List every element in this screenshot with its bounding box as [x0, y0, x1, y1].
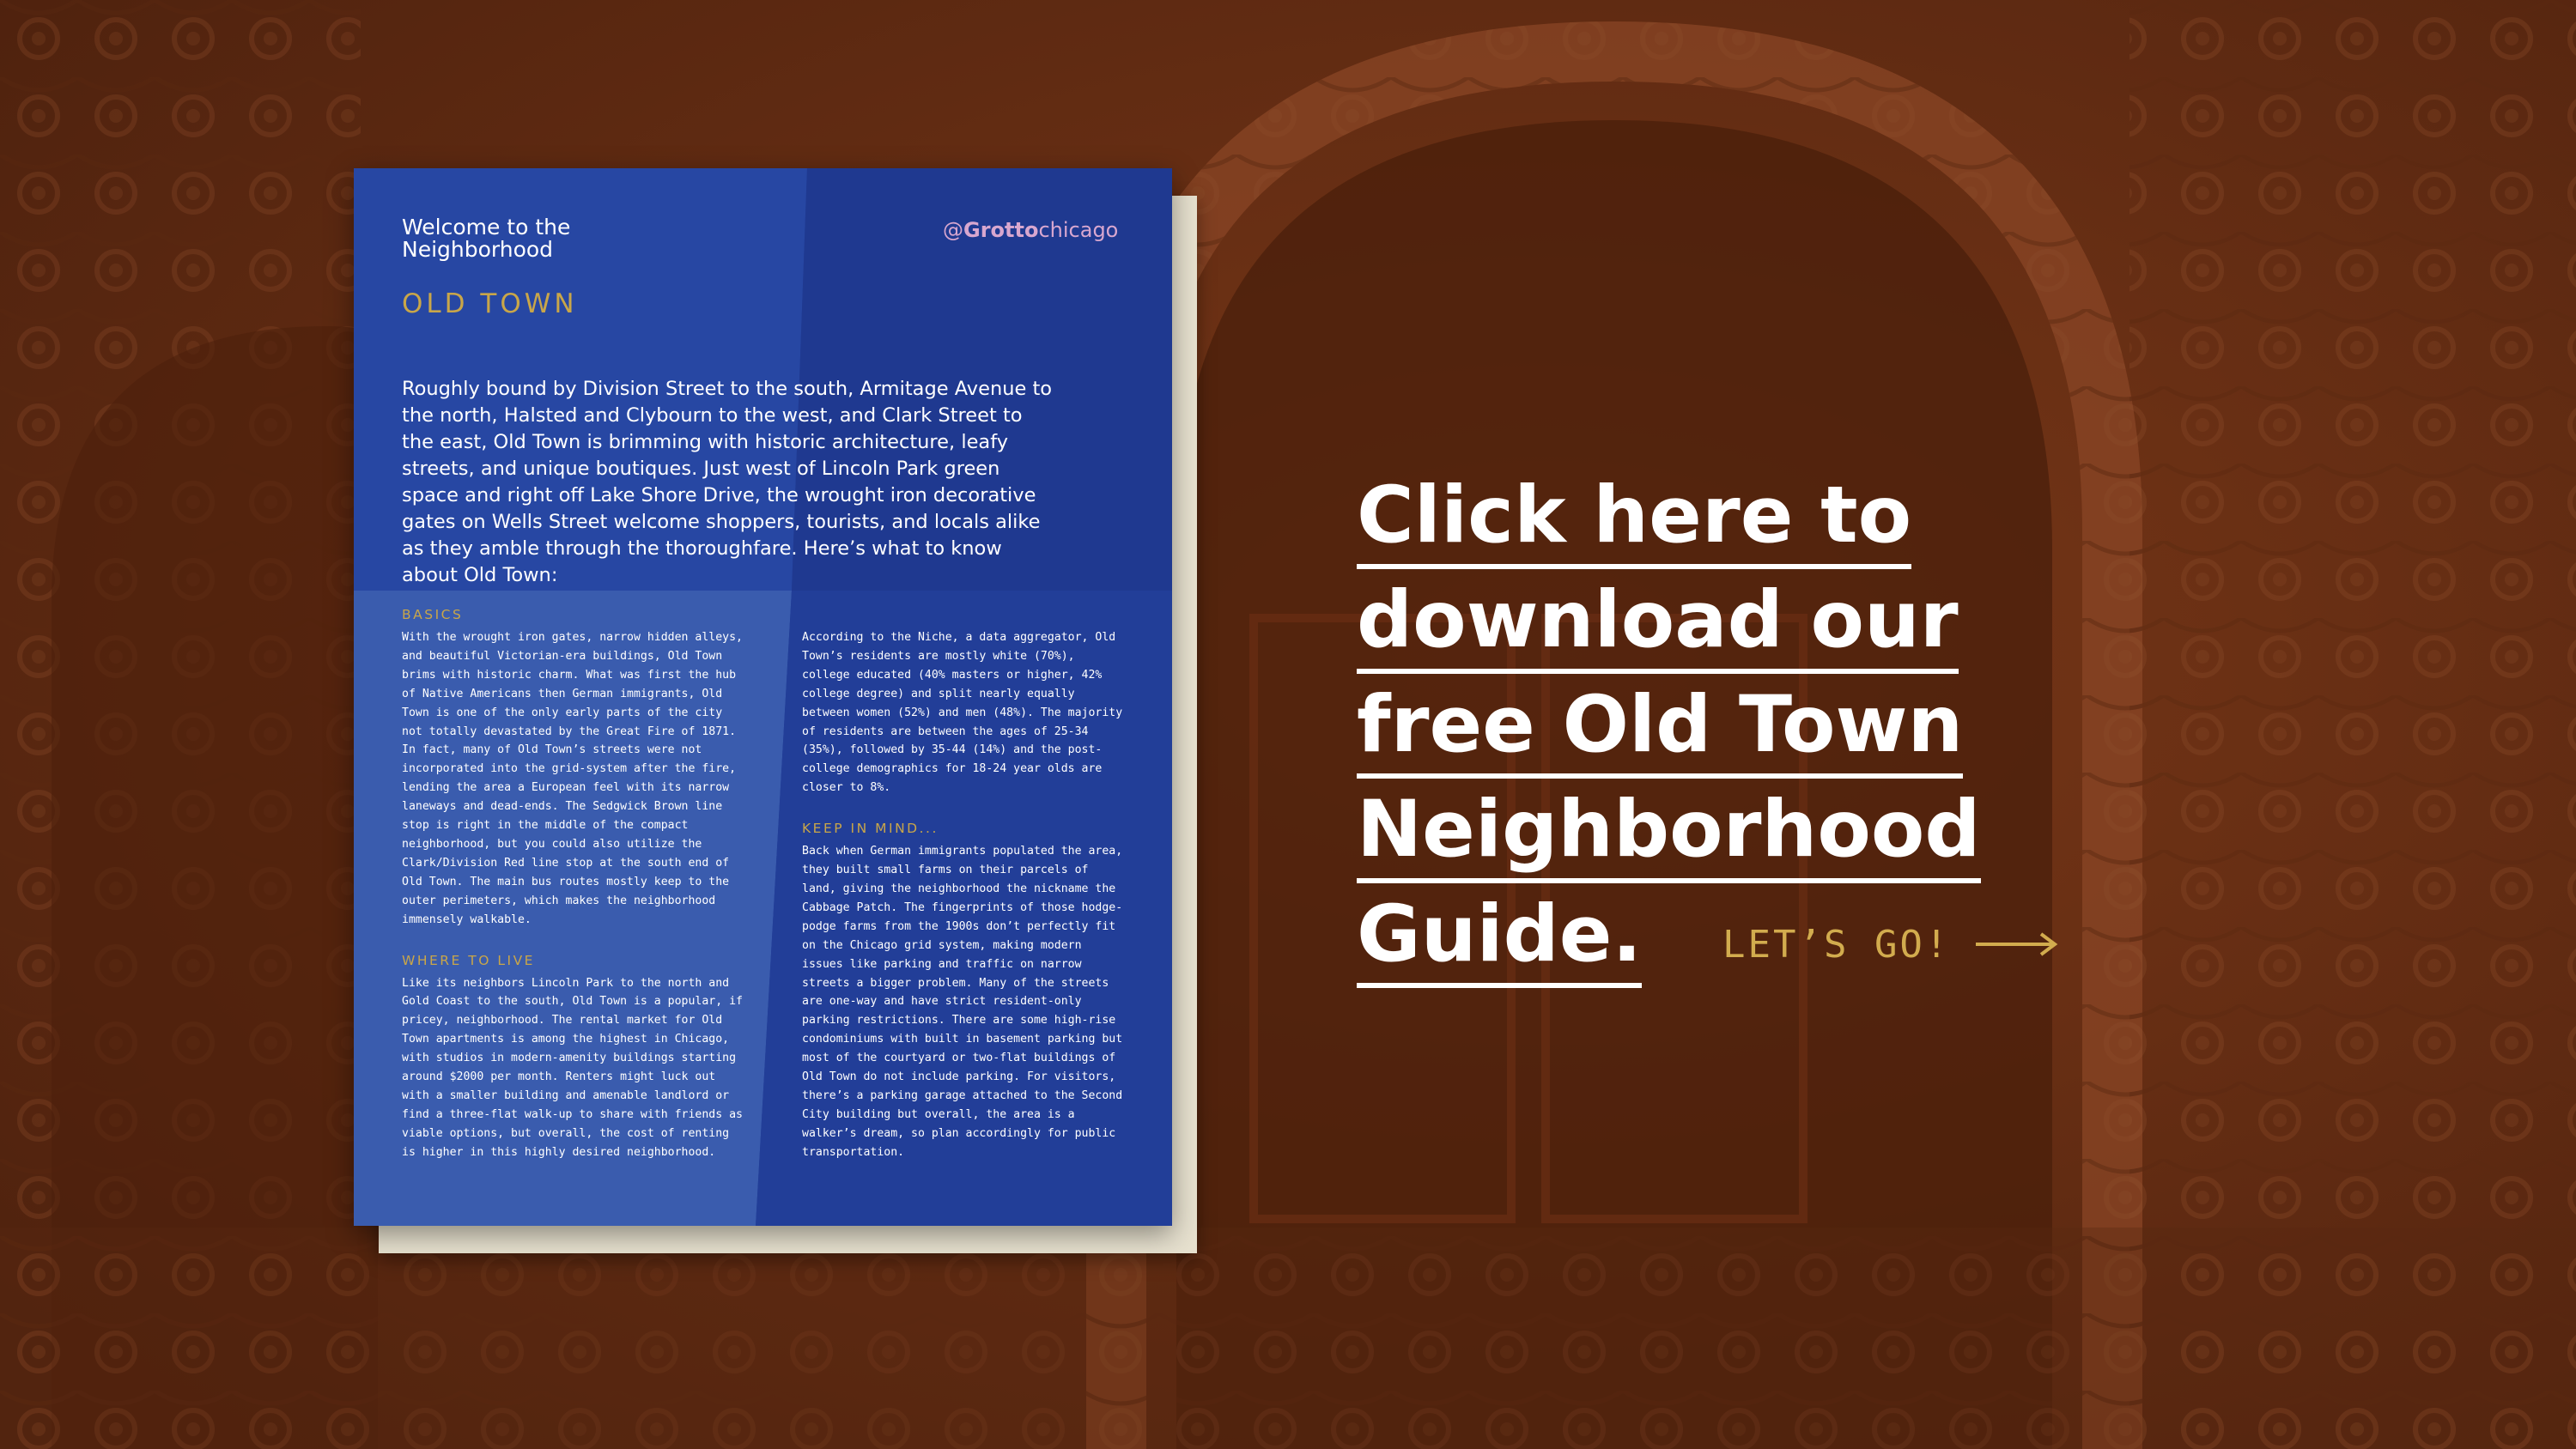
section-body-where-to-live: Like its neighbors Lincoln Park to the north and Gold Coast to the south, Old Town is a popular, if pricey, neighborhood. The rental market for Old Town apartments is among the highest in Chicago, with studios in modern-amenity buildings starting around $2000 per month. Renters might luck out with a smaller building and amenable landlord or find a three-flat walk-up to share with friends as viable options, but overall, the cost of renting is higher in this highly desired neighborhood.	[402, 976, 743, 1159]
brand-city: chicago	[1038, 218, 1119, 242]
grotto-chicago-logo	[943, 218, 1118, 242]
cta-line[interactable]	[1357, 778, 2542, 882]
lets-go-label[interactable]: LET’S GO!	[1722, 922, 1951, 967]
cta-line[interactable]	[1357, 464, 2542, 568]
right-column	[802, 628, 1127, 1185]
lets-go-button[interactable]	[1722, 919, 2058, 970]
intro-paragraph: Roughly bound by Division Street to the south, Armitage Avenue to the north, Halsted and Clybourn to the west, and Clark Street to the east, Old Town is brimming with historic architecture, leafy streets, and unique boutiques. Just west of Lincoln Park green space and right off Lake Shore Drive, the wrought iron decorative gates on Wells Street welcome shoppers, tourists, and locals alike as they amble through the thoroughfare. Here’s what to know about Old Town:	[402, 378, 1053, 586]
brand-at: @	[943, 218, 963, 242]
section-title-where-to-live: WHERE TO LIVE	[402, 952, 535, 968]
section-title-basics: BASICS	[402, 607, 464, 622]
cta-line[interactable]	[1357, 568, 2542, 673]
cta-line[interactable]	[1357, 673, 2542, 778]
brand-grotto: Grotto	[963, 218, 1039, 242]
section-title-keep-in-mind: KEEP IN MIND...	[802, 821, 939, 837]
left-column	[402, 606, 745, 1185]
welcome-heading: Welcome to the Neighborhood	[402, 215, 571, 262]
cta-line-5[interactable]: Guide.	[1357, 889, 1642, 988]
cta-line-2[interactable]: download our	[1357, 575, 1959, 674]
neighborhood-title: OLD TOWN	[402, 288, 578, 319]
brochure-page[interactable]	[354, 168, 1172, 1226]
cta-line-4[interactable]: Neighborhood	[1357, 785, 1981, 883]
section-body-basics: With the wrought iron gates, narrow hidden alleys, and beautiful Victorian-era buildings, Old Town brims with historic charm. What was first the hub of Native Americans then German immigrants, Old Town is one of the only early parts of the city not totally devastated by the Great Fire of 1871. In fact, many of Old Town’s streets were not incorporated into the grid-system after the fire, lending the area a European feel with its narrow laneways and dead-ends. The Sedgwick Brown line stop is right in the middle of the compact neighborhood, but you could also utilize the Clark/Division Red line stop at the south end of Old Town. The main bus routes mostly keep to the outer perimeters, which makes the neighborhood immensely walkable.	[402, 631, 743, 926]
section-body-demographics: According to the Niche, a data aggregator, Old Town’s residents are mostly white (70%), college educated (40% masters or higher, 42% college degree) and split nearly equally between women (52%) and men (48%). The majority of residents are between the ages of 25-34 (35%), followed by 35-44 (14%) and the post-college demographics for 18-24 year olds are closer to 8%.	[802, 631, 1123, 795]
section-body-keep-in-mind: Back when German immigrants populated the area, they built small farms on their parcels of land, giving the neighborhood the nickname the Cabbage Patch. The fingerprints of those hodge-podge farms from the 1900s don’t perfectly fit on the Chicago grid system, making modern issues like parking and traffic on narrow streets a bigger problem. Many of the streets are one-way and have strict resident-only parking restrictions. There are some high-rise condominiums with built in basement parking but most of the courtyard or two-flat buildings of Old Town do not include parking. For visitors, there’s a parking garage attached to the Second City building but overall, the area is a walker’s dream, so plan accordingly for public transportation.	[802, 845, 1123, 1159]
download-guide-link[interactable]	[1357, 464, 2542, 987]
arrow-right-icon[interactable]	[1974, 931, 2058, 957]
cta-line-1[interactable]: Click here to	[1357, 470, 1911, 569]
cta-line-3[interactable]: free Old Town	[1357, 680, 1963, 779]
